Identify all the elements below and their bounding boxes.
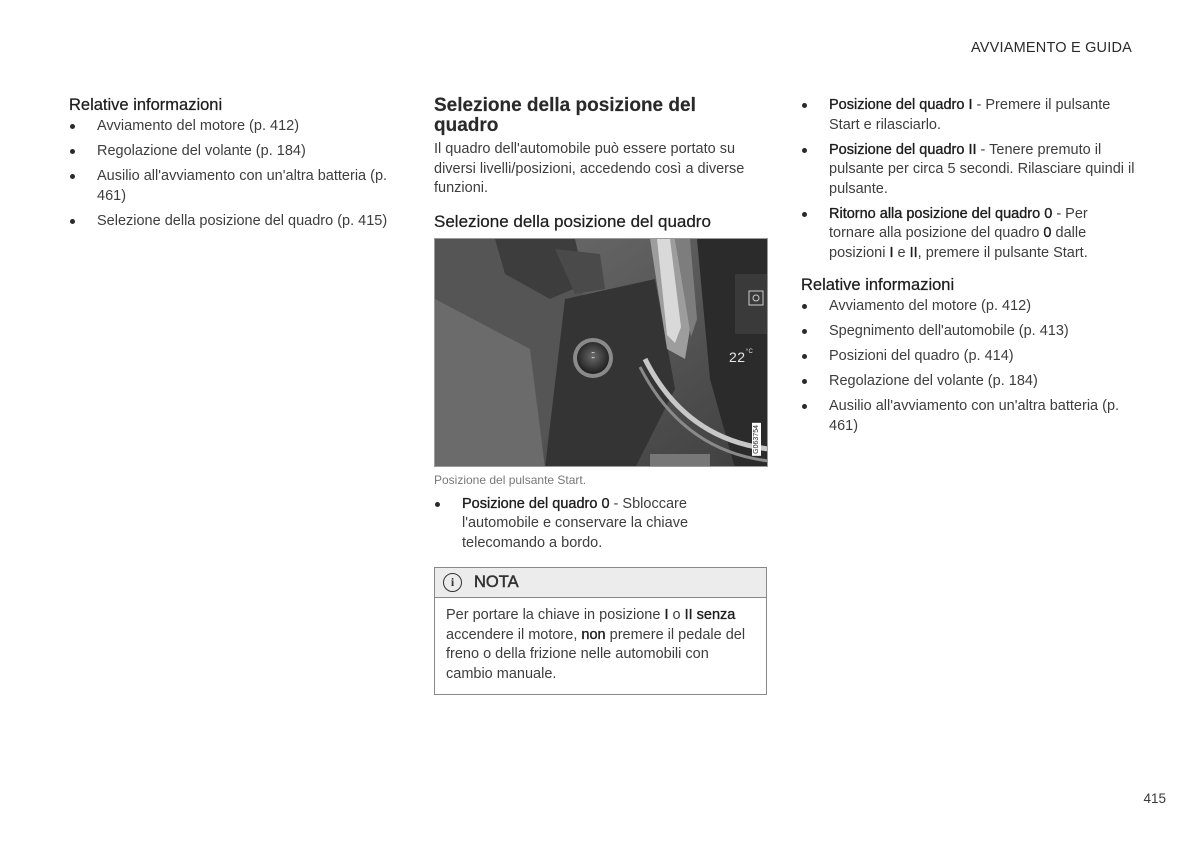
position-0-label: Posizione del quadro 0 bbox=[462, 495, 610, 512]
related-info-link[interactable]: Selezione della posizione del quadro (p. 415) bbox=[69, 212, 389, 232]
figure-heading: Selezione della posizione del quadro bbox=[434, 211, 711, 231]
related-info-link[interactable]: Posizioni del quadro (p. 414) bbox=[801, 347, 1136, 367]
position-0-item: Posizione del quadro 0 - Sbloccare l'automobile e conservare la chiave telecomando a bordo. bbox=[434, 495, 767, 554]
related-info-link[interactable]: Avviamento del motore (p. 412) bbox=[69, 117, 389, 137]
related-info-link[interactable]: Regolazione del volante (p. 184) bbox=[69, 142, 389, 162]
related-info-heading: Relative informazioni bbox=[69, 96, 223, 114]
note-box bbox=[434, 567, 767, 695]
position-2-label: Posizione del quadro II bbox=[829, 141, 977, 158]
start-button-label-icon: ▪▪ ▪▪ bbox=[591, 349, 595, 360]
position-list bbox=[434, 495, 767, 554]
note-text: Per portare la chiave in posizione I o II senza accendere il motore, non premere il pedale del freno o della frizione nelle automobili con cambio manuale. bbox=[446, 607, 746, 682]
note-title: NOTA bbox=[474, 573, 519, 591]
related-info-link[interactable]: Ausilio all'avviamento con un'altra batteria (p. 461) bbox=[801, 397, 1136, 436]
position-1-label: Posizione del quadro I bbox=[829, 97, 973, 113]
return-position-0-item: Ritorno alla posizione del quadro 0 - Per tornare alla posizione del quadro 0 dalle posizioni I e II, premere il pulsante Start. bbox=[801, 205, 1136, 264]
page-title: Selezione della posizione del quadro bbox=[434, 95, 696, 136]
figure-caption: Posizione del pulsante Start. bbox=[434, 472, 587, 487]
return-position-0-label: Ritorno alla posizione del quadro 0 bbox=[829, 205, 1053, 222]
info-icon: i bbox=[443, 573, 462, 592]
related-info-link[interactable]: Spegnimento dell'automobile (p. 413) bbox=[801, 322, 1136, 342]
position-list bbox=[801, 96, 1136, 263]
page-number: 415 bbox=[1143, 791, 1166, 806]
related-info-list bbox=[69, 117, 389, 231]
left-column bbox=[69, 96, 389, 237]
related-info-link[interactable]: Ausilio all'avviamento con un'altra batteria (p. 461) bbox=[69, 167, 389, 206]
middle-column bbox=[434, 96, 767, 695]
related-info-heading: Relative informazioni bbox=[801, 276, 955, 294]
section-title: AVVIAMENTO E GUIDA bbox=[971, 40, 1132, 56]
related-info-link[interactable]: Regolazione del volante (p. 184) bbox=[801, 372, 1136, 392]
temperature-readout: $22^{^\circ C}$ bbox=[729, 348, 754, 365]
related-info-link[interactable]: Avviamento del motore (p. 412) bbox=[801, 297, 1136, 317]
related-info-list bbox=[801, 297, 1136, 436]
figure-code: G063754 bbox=[753, 424, 760, 454]
position-1-item: Posizione del quadro I - Premere il pulsante Start e rilasciarlo. bbox=[801, 96, 1136, 135]
note-header bbox=[435, 568, 766, 598]
start-button-photo bbox=[434, 238, 768, 467]
right-column bbox=[801, 96, 1136, 442]
intro-paragraph: Il quadro dell'automobile può essere portato su diversi livelli/posizioni, accedendo così a diverse funzioni. bbox=[434, 141, 745, 196]
position-2-item: Posizione del quadro II - Tenere premuto il pulsante per circa 5 secondi. Rilasciare quindi il pulsante. bbox=[801, 141, 1136, 200]
